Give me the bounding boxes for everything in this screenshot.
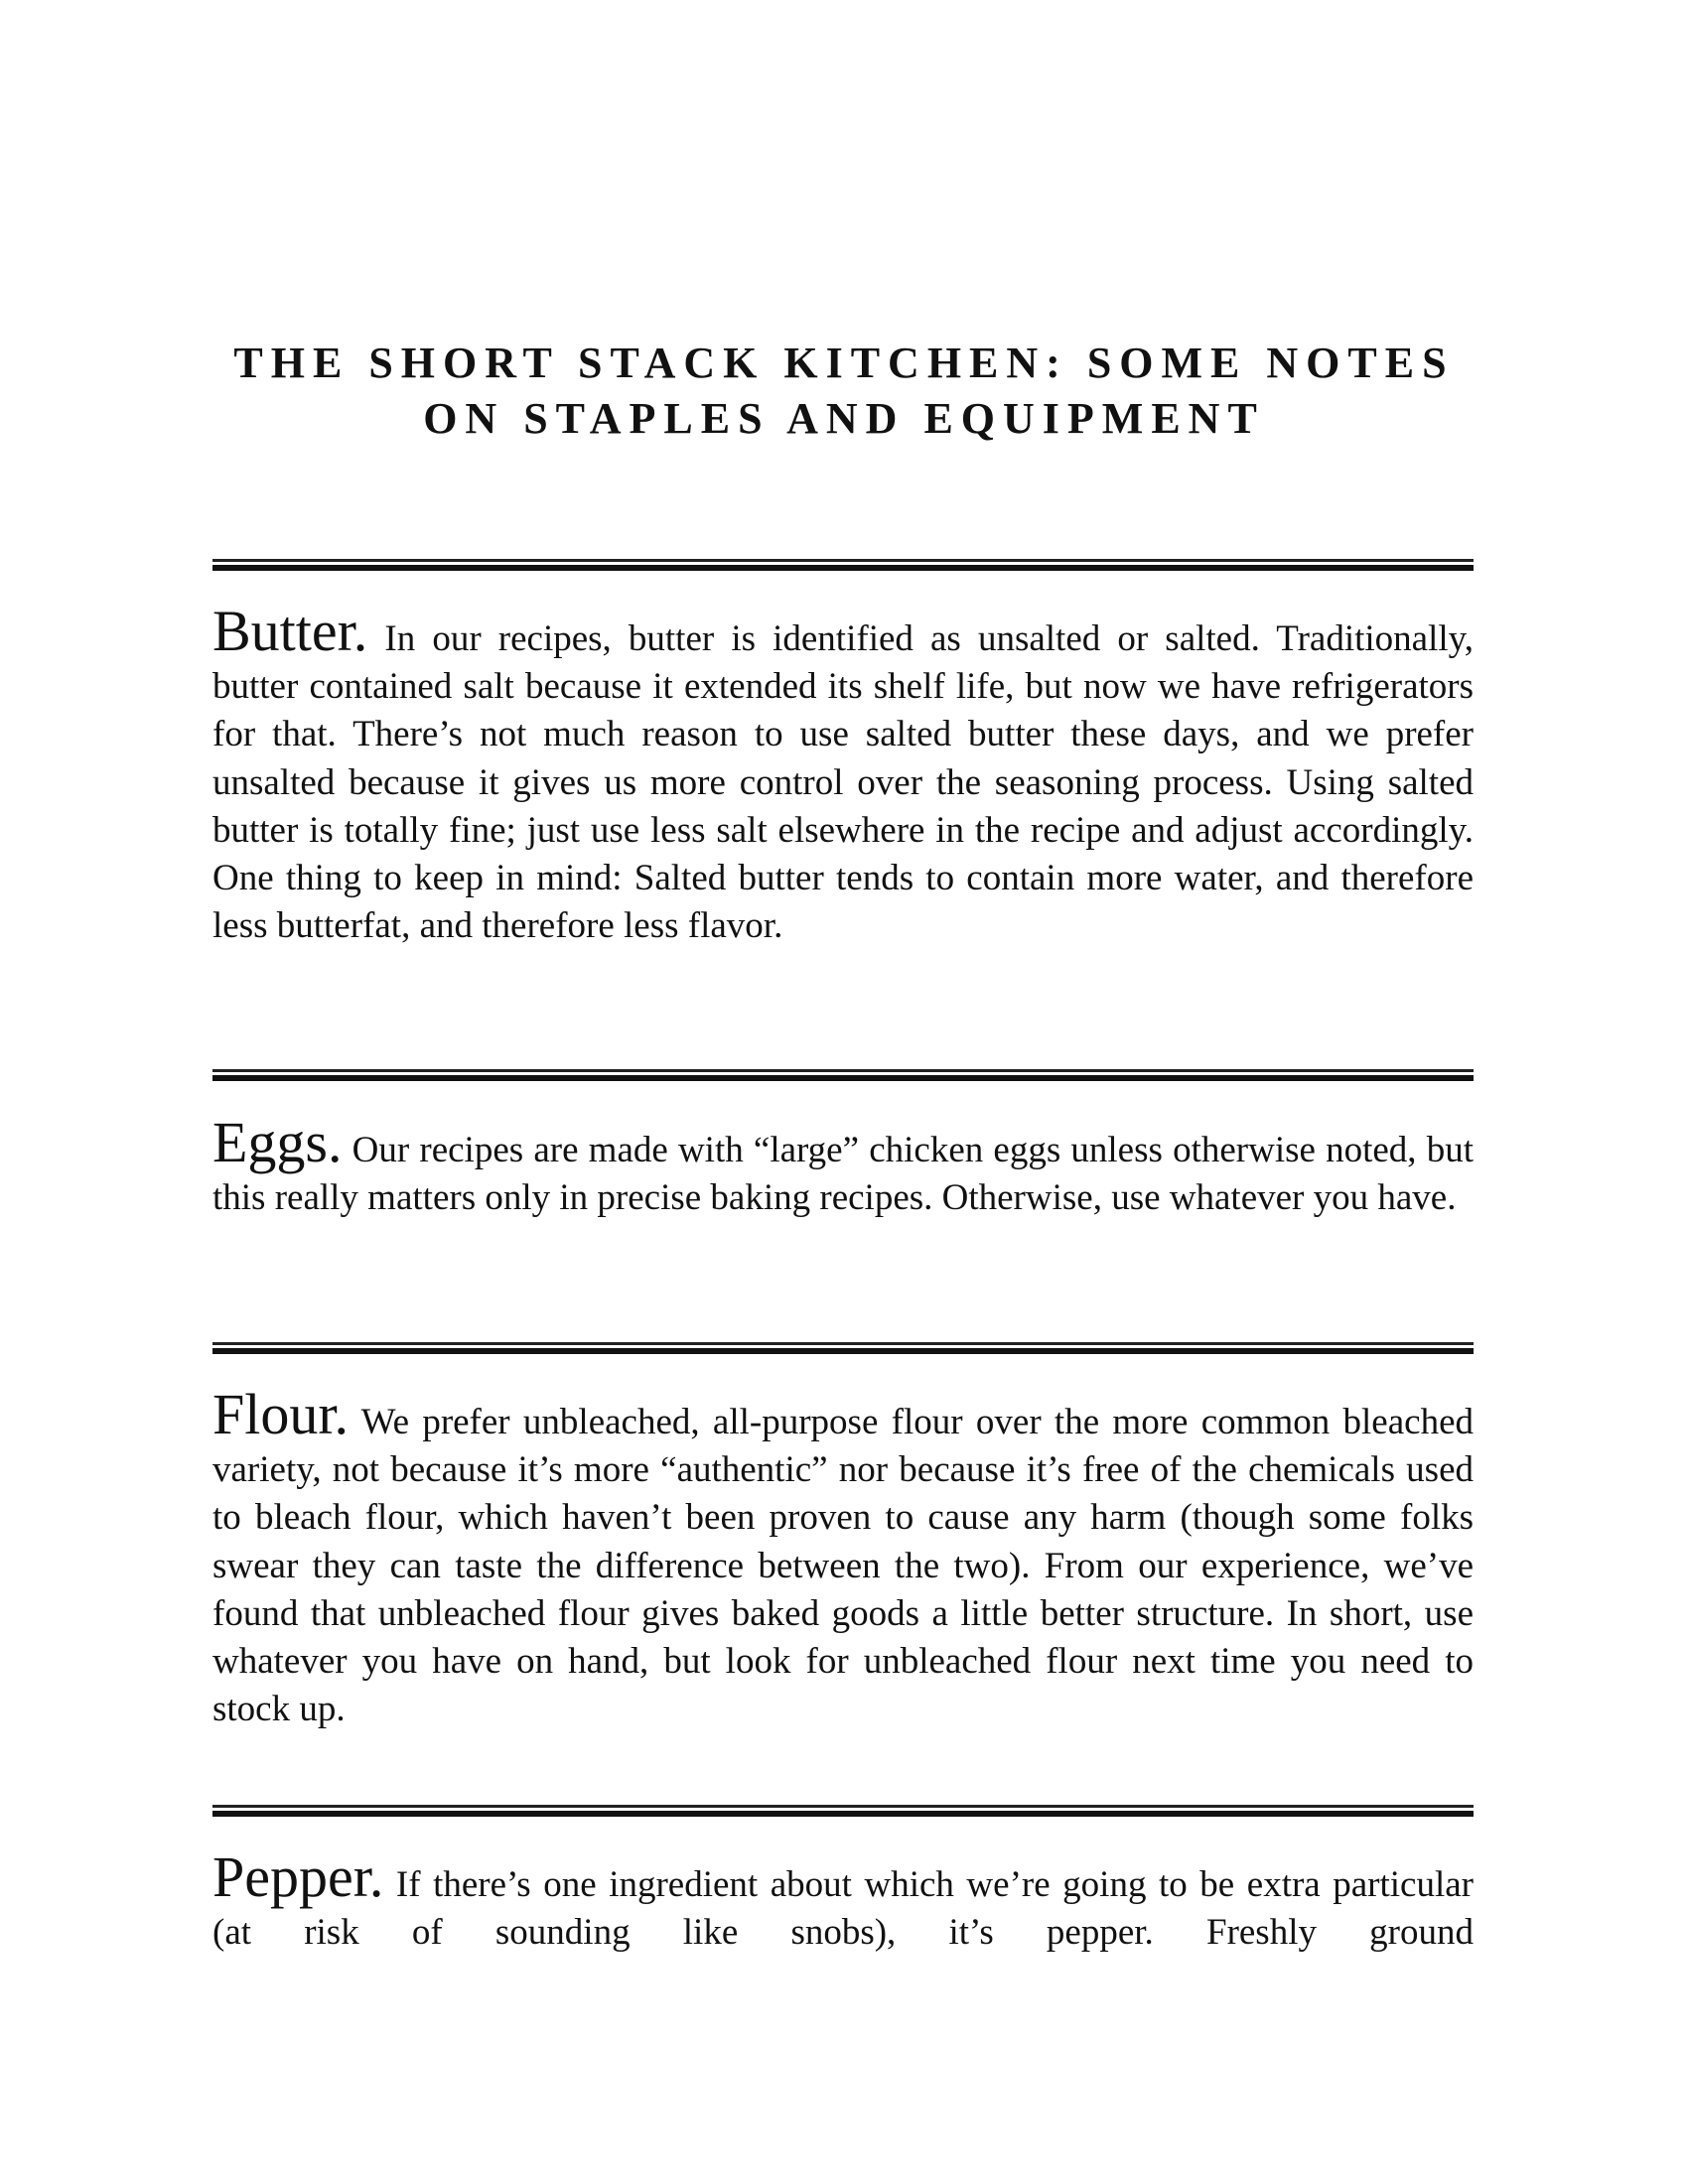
entry-term: Flour.: [212, 1382, 349, 1446]
entry-term: Butter.: [212, 599, 368, 663]
entry-flour: [212, 1382, 1474, 1733]
section-divider: [212, 1069, 1474, 1081]
page-title-line-2: ON STAPLES AND EQUIPMENT: [423, 394, 1265, 443]
entry-text: In our recipes, butter is identified as unsalted or salted. Traditionally, butter contained salt because it extended its shelf life, but now we have refrigerators for that. There’s not much reason to use salted butter these days, and we prefer unsalted because it gives us more control over the seasoning process. Using salted butter is totally fine; just use less salt elsewhere in the recipe and adjust accordingly. One thing to keep in mind: Salted butter tends to contain more water, and therefore less butterfat, and therefore less flavor.: [212, 618, 1474, 947]
section-divider: [212, 1805, 1474, 1817]
entry-text: If there’s one ingredient about which we’re going to be extra particular (at risk of sounding like snobs), it’s pepper. Freshly ground: [212, 1864, 1474, 1954]
entry-term: Eggs.: [212, 1110, 343, 1174]
entry-text: We prefer unbleached, all-purpose flour over the more common bleached variety, not because it’s more “authentic” nor because it’s free of the chemicals used to bleach flour, which haven’t been proven to cause any harm (though some folks swear they can taste the difference between the two). From our experience, we’ve found that unbleached flour gives baked goods a little better structure. In short, use whatever you have on hand, but look for unbleached flour next time you need to stock up.: [212, 1402, 1474, 1730]
section-divider: [212, 1342, 1474, 1354]
page-title-line-1: THE SHORT STACK KITCHEN: SOME NOTES: [233, 339, 1455, 387]
entry-term: Pepper.: [212, 1844, 384, 1909]
entry-eggs: [212, 1110, 1474, 1222]
entry-butter: [212, 599, 1474, 950]
entry-text: Our recipes are made with “large” chicken eggs unless otherwise noted, but this really matters only in precise baking recipes. Otherwise, use whatever you have.: [212, 1130, 1474, 1219]
page-title: [149, 336, 1539, 447]
section-divider: [212, 559, 1474, 571]
entry-pepper: [212, 1844, 1474, 1957]
